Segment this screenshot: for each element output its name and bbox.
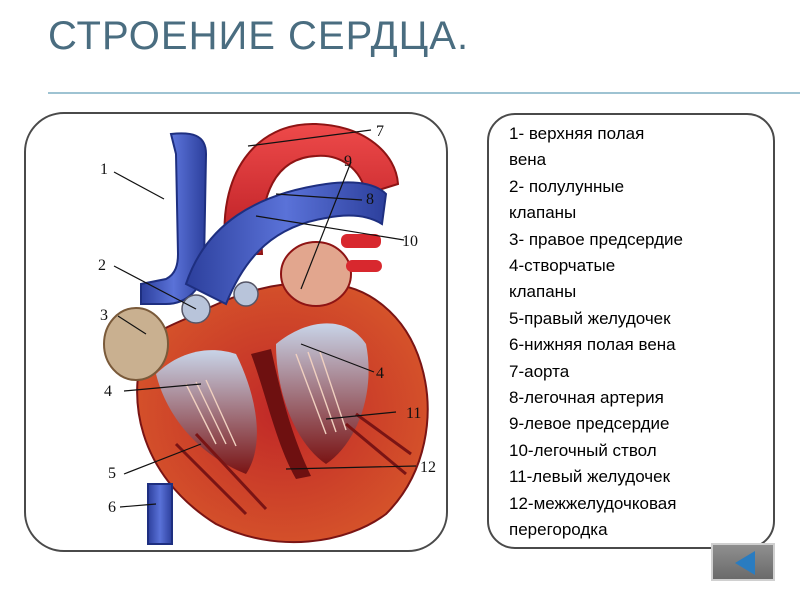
legend-line: 2- полулунные [509,176,625,196]
legend-line: вена [509,150,547,170]
legend-line: 4-створчатые [509,256,616,276]
legend-line: 7-аорта [509,361,570,381]
legend-line: клапаны [509,282,577,302]
diagram-label-11: 11 [406,405,422,422]
diagram-label-8: 8 [366,191,374,208]
legend-line: 8-легочная артерия [509,388,664,408]
legend-line: 9-левое предсердие [509,414,670,434]
heart-diagram-frame [24,112,448,552]
back-nav-button[interactable] [711,543,775,581]
legend-list [509,121,763,544]
diagram-label-5: 5 [108,465,116,482]
diagram-label-1: 1 [100,161,108,178]
diagram-label-10: 10 [402,233,418,250]
legend-line: 5-правый желудочек [509,308,671,328]
diagram-label-4-left: 4 [104,383,112,400]
diagram-label-7: 7 [376,123,384,140]
legend-line: перегородка [509,520,608,540]
inferior-vena-cava [148,484,172,544]
aortic-valve-shape [234,282,258,306]
legend-line: 3- правое предсердие [509,229,683,249]
title-divider [48,92,800,94]
legend-line: 6-нижняя полая вена [509,335,676,355]
heart-diagram [26,114,448,552]
diagram-label-6: 6 [108,499,116,516]
back-triangle-icon [735,551,755,575]
diagram-label-12: 12 [420,459,436,476]
pulmonary-veins [341,234,382,272]
diagram-label-4-right: 4 [376,365,384,382]
legend-box [487,113,775,549]
right-atrium-shape [104,308,168,380]
slide-title: СТРОЕНИЕ СЕРДЦА. [48,14,470,58]
legend-line: 12-межжелудочковая [509,493,677,513]
legend-line: 1- верхняя полая [509,124,645,143]
diagram-label-9: 9 [344,153,352,170]
legend-line: 10-легочный ствол [509,440,657,460]
legend-line: клапаны [509,203,577,223]
diagram-label-2: 2 [98,257,106,274]
diagram-label-3: 3 [100,307,108,324]
legend-line: 11-левый желудочек [509,467,671,487]
